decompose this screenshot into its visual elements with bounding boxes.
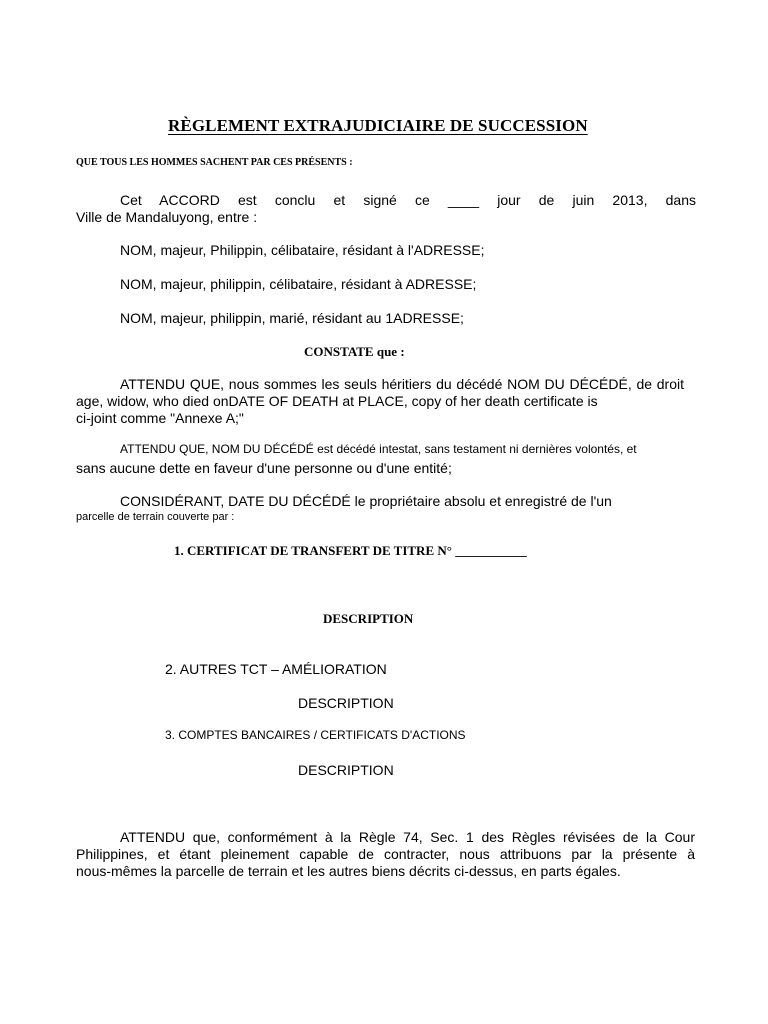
party-2: NOM, majeur, philippin, célibataire, résidant à ADRESSE;: [120, 276, 477, 292]
agreement-paragraph: [76, 192, 696, 226]
whereas-1-line-3: ci-joint comme "Annexe A;": [76, 410, 244, 426]
whereas-1-line-1: ATTENDU QUE, nous sommes les seuls héritiers du décédé NOM DU DÉCÉDÉ, de droit: [120, 376, 684, 392]
item-2-description: DESCRIPTION: [298, 695, 394, 711]
party-3: NOM, majeur, philippin, marié, résidant au 1ADRESSE;: [120, 310, 464, 326]
final-whereas-line-2: Philippines, et étant pleinement capable de contracter, nous attribuons par la présente à: [76, 846, 695, 862]
constate-heading: CONSTATE que :: [304, 344, 405, 359]
item-1-description: DESCRIPTION: [323, 611, 414, 626]
whereas-paragraph-1: [76, 376, 684, 427]
final-whereas-line-1: ATTENDU que, conformément à la Règle 74, Sec. 1 des Règles révisées de la Cour: [120, 829, 695, 845]
party-1: NOM, majeur, Philippin, célibataire, résidant à l'ADRESSE;: [120, 242, 485, 258]
considering-line-2: parcelle de terrain couverte par :: [76, 511, 235, 523]
item-1-certificate: 1. CERTIFICAT DE TRANSFERT DE TITRE N° ___________: [174, 543, 527, 558]
agreement-line-1: Cet ACCORD est conclu et signé ce ____ jour de juin 2013, dans: [120, 192, 696, 208]
document-title: RÈGLEMENT EXTRAJUDICIAIRE DE SUCCESSION: [168, 116, 588, 135]
final-whereas-paragraph: [76, 829, 695, 880]
considering-line-1: CONSIDÉRANT, DATE DU DÉCÉDÉ le propriétaire absolu et enregistré de l'un: [120, 493, 612, 509]
whereas-2-line-1: ATTENDU QUE, NOM DU DÉCÉDÉ est décédé intestat, sans testament ni dernières volontés, et: [120, 442, 637, 456]
final-whereas-line-3: nous-mêmes la parcelle de terrain et les autres biens décrits ci-dessus, en parts égales.: [76, 863, 621, 879]
preamble: QUE TOUS LES HOMMES SACHENT PAR CES PRÉSENTS :: [76, 157, 353, 168]
item-2-other-tct: 2. AUTRES TCT – AMÉLIORATION: [165, 661, 387, 677]
agreement-line-2: Ville de Mandaluyong, entre :: [76, 209, 258, 225]
item-3-description: DESCRIPTION: [298, 762, 394, 778]
whereas-2-line-2: sans aucune dette en faveur d'une personne ou d'une entité;: [76, 460, 452, 476]
item-3-bank-accounts: 3. COMPTES BANCAIRES / CERTIFICATS D'ACTIONS: [165, 728, 466, 742]
whereas-1-line-2: age, widow, who died onDATE OF DEATH at PLACE, copy of her death certificate is: [76, 393, 598, 409]
